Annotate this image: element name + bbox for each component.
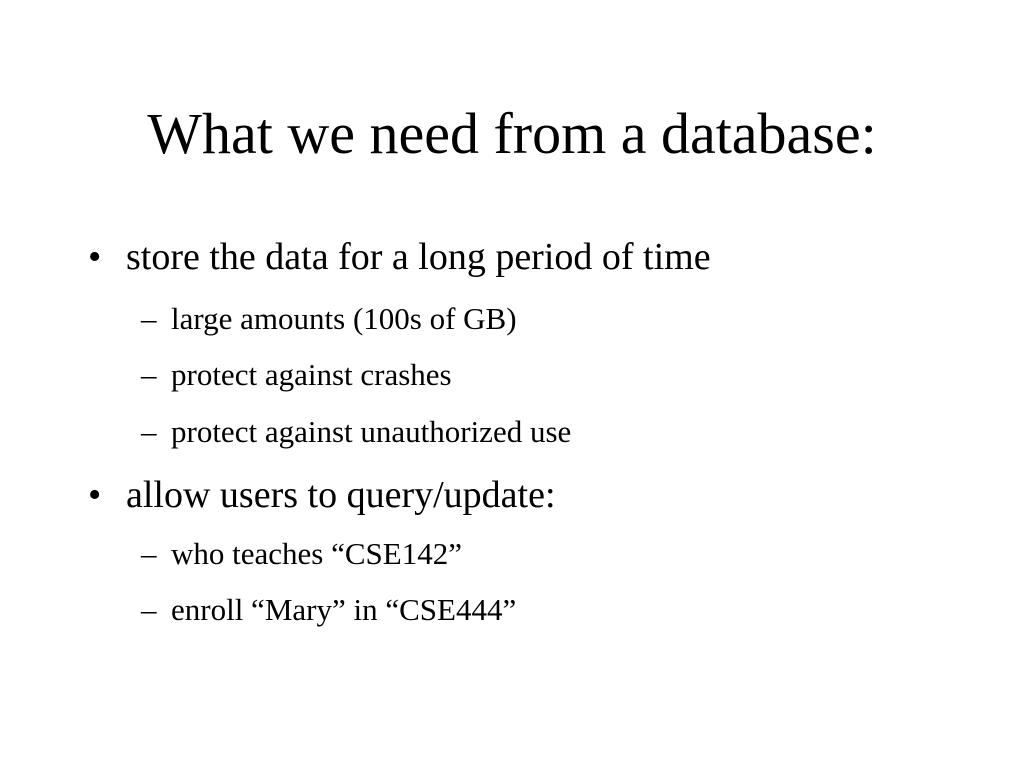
sub-bullet-text: enroll “Mary” in “CSE444” xyxy=(171,592,517,627)
sub-bullet-item xyxy=(141,413,571,451)
bullet-marker: • xyxy=(88,474,102,516)
dash-marker: – xyxy=(141,301,157,336)
sub-bullet-item xyxy=(141,535,462,573)
slide-title: What we need from a database: xyxy=(147,101,877,166)
dash-marker: – xyxy=(141,414,157,449)
dash-marker: – xyxy=(141,357,157,392)
bullet-item xyxy=(88,234,711,280)
sub-bullet-text: large amounts (100s of GB) xyxy=(171,301,517,336)
bullet-text: allow users to query/update: xyxy=(126,474,556,516)
bullet-text: store the data for a long period of time xyxy=(126,236,711,278)
sub-bullet-text: who teaches “CSE142” xyxy=(171,536,462,571)
sub-bullet-item xyxy=(141,356,452,394)
sub-bullet-text: protect against unauthorized use xyxy=(171,414,572,449)
dash-marker: – xyxy=(141,592,157,627)
bullet-marker: • xyxy=(88,236,102,278)
bullet-item xyxy=(88,472,556,518)
sub-bullet-item xyxy=(141,591,516,629)
dash-marker: – xyxy=(141,536,157,571)
sub-bullet-item xyxy=(141,300,517,338)
sub-bullet-text: protect against crashes xyxy=(171,357,452,392)
